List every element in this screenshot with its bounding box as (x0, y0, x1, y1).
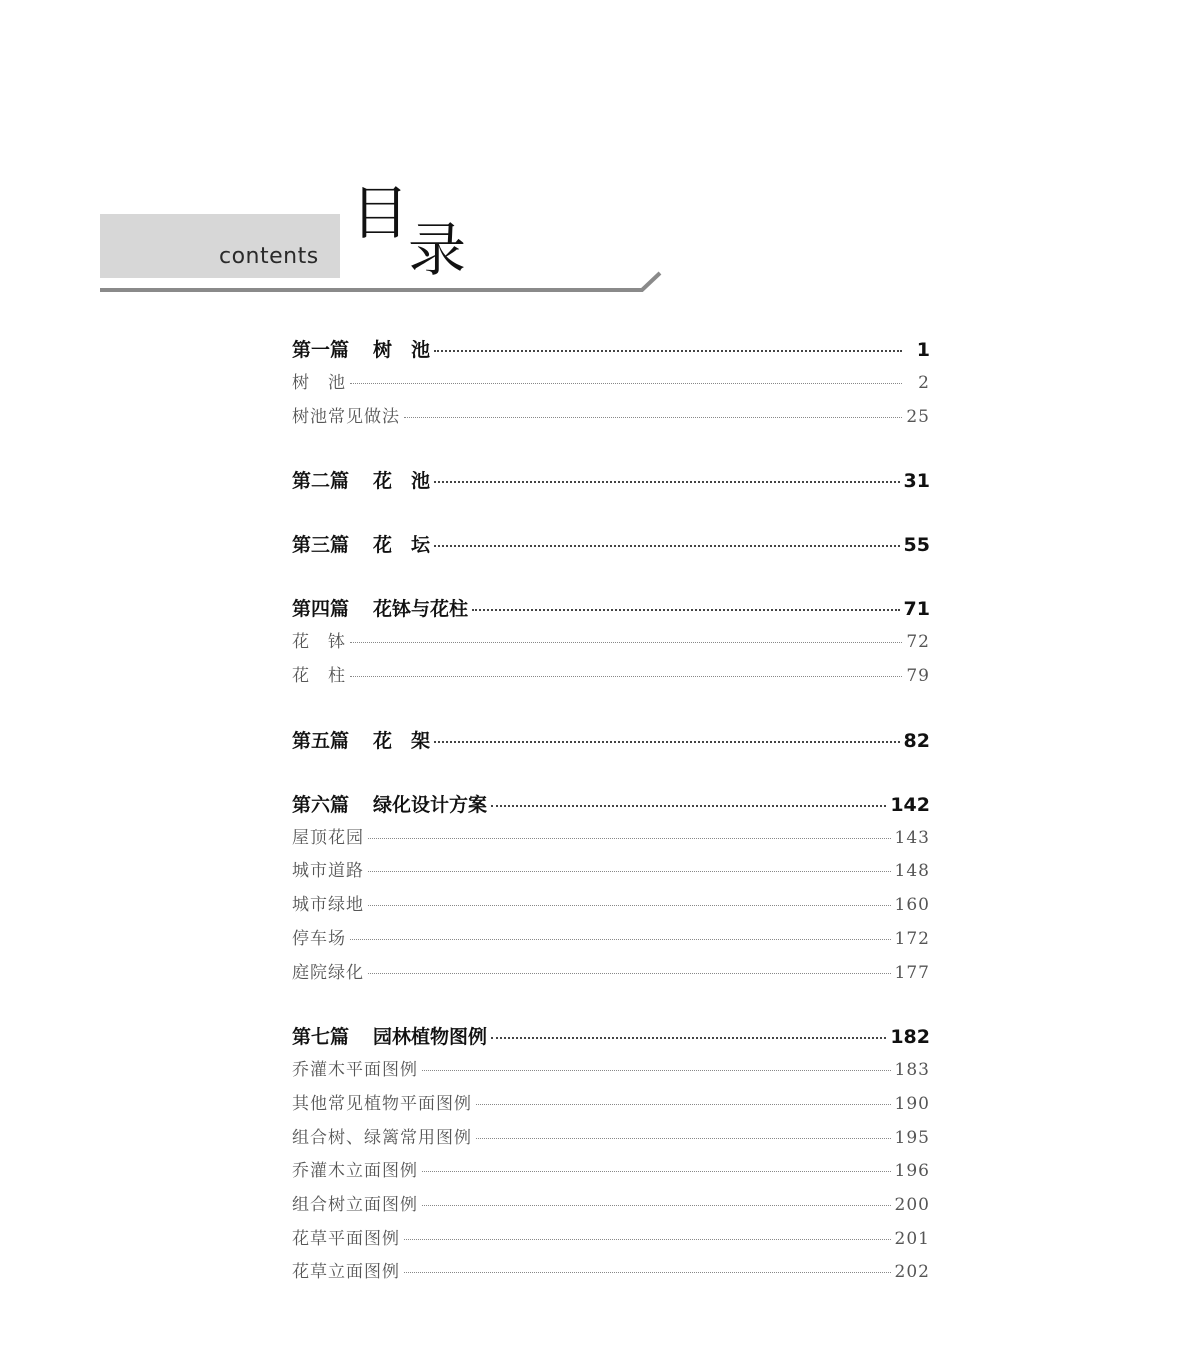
header-underline (0, 0, 1200, 300)
leader-dots (491, 805, 886, 807)
item-title: 树 池 (292, 373, 346, 393)
item-title: 组合树、绿篱常用图例 (292, 1127, 472, 1148)
item-title: 乔灌木立面图例 (292, 1161, 418, 1182)
chapter-label (292, 1020, 487, 1054)
item-title: 花草平面图例 (292, 1228, 400, 1249)
toc-section (292, 724, 930, 758)
item-page-number: 190 (894, 1093, 930, 1114)
leader-dots (476, 1104, 891, 1105)
chapter-number: 第二篇 (292, 470, 350, 493)
leader-dots (422, 1171, 891, 1172)
chapter-label (292, 464, 430, 498)
toc-section (292, 592, 930, 693)
item-title: 乔灌木平面图例 (292, 1060, 418, 1081)
leader-dots (404, 1239, 891, 1240)
item-page-number: 202 (894, 1262, 930, 1283)
contents-chinese-title-char2: 录 (408, 216, 467, 284)
toc-item-row[interactable] (292, 660, 930, 694)
leader-dots (422, 1205, 891, 1206)
toc-section (292, 464, 930, 498)
toc-item-row[interactable] (292, 1155, 930, 1189)
chapter-title: 花 架 (373, 729, 431, 752)
toc-section (292, 788, 930, 990)
item-page-number: 79 (906, 666, 930, 687)
chapter-label (292, 724, 430, 758)
chapter-title: 花 池 (373, 470, 431, 493)
leader-dots (368, 838, 891, 839)
toc-section (292, 333, 930, 434)
item-page-number: 201 (894, 1228, 930, 1249)
item-page-number: 25 (906, 406, 930, 427)
toc-item-row[interactable] (292, 923, 930, 957)
leader-dots (491, 1037, 886, 1039)
toc-item-row[interactable] (292, 401, 930, 435)
toc-item-row[interactable] (292, 957, 930, 991)
item-title: 停车场 (292, 928, 346, 949)
chapter-label (292, 592, 468, 626)
chapter-page-number: 82 (903, 729, 930, 752)
chapter-title: 花钵与花柱 (373, 598, 469, 621)
toc-item-row[interactable] (292, 1088, 930, 1122)
chapter-page-number: 55 (903, 534, 930, 557)
leader-dots (368, 871, 891, 872)
leader-dots (404, 417, 902, 418)
leader-dots (434, 545, 900, 547)
chapter-number: 第七篇 (292, 1026, 350, 1049)
leader-dots (434, 350, 902, 352)
toc-item-row[interactable] (292, 1054, 930, 1088)
chapter-title: 树 池 (373, 339, 431, 361)
item-title: 花 柱 (292, 666, 346, 687)
chapter-page-number: 71 (903, 598, 930, 621)
chapter-number: 第五篇 (292, 729, 350, 752)
toc-item-row[interactable] (292, 1122, 930, 1156)
item-page-number: 72 (906, 632, 930, 653)
toc-chapter-row[interactable] (292, 528, 930, 562)
leader-dots (472, 609, 900, 611)
leader-dots (434, 741, 900, 743)
item-page-number: 148 (894, 861, 930, 882)
toc-item-row[interactable] (292, 855, 930, 889)
item-page-number: 143 (894, 827, 930, 848)
toc-item-row[interactable] (292, 889, 930, 923)
item-title: 城市道路 (292, 861, 364, 882)
contents-english-title: contents (219, 244, 319, 269)
leader-dots (404, 1272, 891, 1273)
item-title: 屋顶花园 (292, 827, 364, 848)
item-page-number: 183 (894, 1060, 930, 1081)
toc-item-row[interactable] (292, 1223, 930, 1257)
leader-dots (368, 973, 891, 974)
toc-item-row[interactable] (292, 1256, 930, 1290)
chapter-title: 花 坛 (373, 534, 431, 557)
chapter-label (292, 528, 430, 562)
chapter-page-number: 1 (916, 339, 930, 361)
item-title: 树池常见做法 (292, 406, 400, 427)
item-page-number: 172 (894, 928, 930, 949)
toc-item-row[interactable] (292, 1189, 930, 1223)
leader-dots (434, 481, 900, 483)
toc-chapter-row[interactable] (292, 788, 930, 822)
leader-dots (350, 383, 902, 384)
chapter-number: 第四篇 (292, 598, 350, 621)
toc-chapter-row[interactable] (292, 464, 930, 498)
leader-dots (350, 939, 891, 940)
item-page-number: 200 (894, 1194, 930, 1215)
toc-item-row[interactable] (292, 822, 930, 856)
contents-header (0, 0, 1200, 300)
item-title: 花草立面图例 (292, 1262, 400, 1283)
chapter-page-number: 31 (903, 470, 930, 493)
item-title: 城市绿地 (292, 895, 364, 916)
item-title: 其他常见植物平面图例 (292, 1093, 472, 1114)
item-title: 组合树立面图例 (292, 1194, 418, 1215)
leader-dots (368, 905, 891, 906)
chapter-label (292, 333, 430, 367)
chapter-label (292, 788, 487, 822)
leader-dots (350, 642, 902, 643)
toc-item-row[interactable] (292, 367, 930, 401)
item-page-number: 2 (918, 373, 930, 393)
toc-chapter-row[interactable] (292, 1020, 930, 1054)
toc-section (292, 1020, 930, 1290)
leader-dots (422, 1070, 891, 1071)
item-page-number: 160 (894, 895, 930, 916)
chapter-page-number: 182 (890, 1026, 930, 1049)
toc-item-row[interactable] (292, 626, 930, 660)
contents-chinese-title-char1: 目 (351, 179, 410, 247)
chapter-number: 第三篇 (292, 534, 350, 557)
item-page-number: 177 (894, 962, 930, 983)
toc-chapter-row[interactable] (292, 333, 930, 367)
toc-chapter-row[interactable] (292, 592, 930, 626)
leader-dots (350, 676, 902, 677)
chapter-number: 第一篇 (292, 339, 350, 361)
table-of-contents (292, 333, 930, 1290)
toc-section (292, 528, 930, 562)
item-page-number: 195 (894, 1127, 930, 1148)
chapter-title: 园林植物图例 (373, 1026, 488, 1049)
item-title: 庭院绿化 (292, 962, 364, 983)
toc-chapter-row[interactable] (292, 724, 930, 758)
item-title: 花 钵 (292, 632, 346, 653)
chapter-page-number: 142 (890, 793, 930, 816)
chapter-title: 绿化设计方案 (373, 793, 488, 816)
item-page-number: 196 (894, 1161, 930, 1182)
leader-dots (476, 1138, 891, 1139)
chapter-number: 第六篇 (292, 793, 350, 816)
